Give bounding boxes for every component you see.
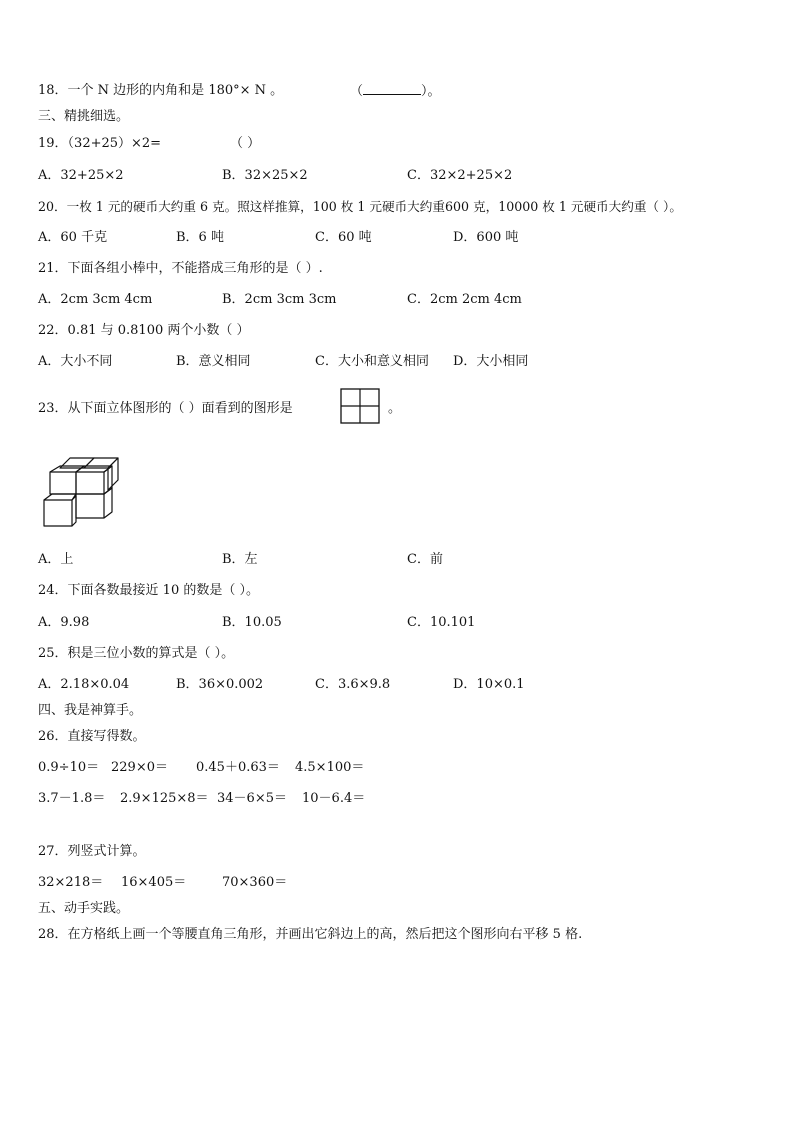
question-26-text: 26．直接写得数。	[38, 729, 146, 744]
option-22-a: A．大小不同	[38, 354, 113, 369]
question-28-text: 28．在方格纸上画一个等腰直角三角形，并画出它斜边上的高，然后把这个图形向右平移 5 格.	[38, 927, 583, 942]
option-20-a: A．60 千克	[38, 230, 108, 245]
question-22-text: 22．0.81 与 0.8100 两个小数（ ）	[38, 323, 250, 338]
option-25-b: B．36×0.002	[176, 677, 264, 692]
calc-26-1: 0.9÷10＝	[38, 760, 100, 775]
option-25-c: C．3.6×9.8	[315, 677, 391, 692]
option-21-c: C．2cm 2cm 4cm	[407, 292, 522, 307]
calc-27-2: 16×405＝	[121, 875, 187, 890]
question-19-paren: （ ）	[230, 136, 261, 151]
calc-27-1: 32×218＝	[38, 875, 104, 890]
question-27-text: 27．列竖式计算。	[38, 844, 146, 859]
option-19-c: C．32×2+25×2	[407, 168, 513, 183]
cube-stack-figure	[42, 452, 124, 528]
option-23-c: C．前	[407, 552, 443, 567]
option-24-a: A．9.98	[38, 615, 90, 630]
calc-26-6: 2.9×125×8＝	[120, 791, 209, 806]
question-18-text: 18．一个 N 边形的内角和是 180°× N 。	[38, 83, 284, 98]
section-5-heading: 五、动手实践。	[38, 901, 130, 916]
option-20-b: B．6 吨	[176, 230, 224, 245]
option-23-b: B．左	[222, 552, 258, 567]
question-19-text: 19．（32+25）×2=	[38, 136, 162, 151]
question-18-answer-blank: （ ）。	[350, 84, 441, 99]
option-23-a: A．上	[38, 552, 74, 567]
calc-27-3: 70×360＝	[222, 875, 288, 890]
calc-26-4: 4.5×100＝	[295, 760, 365, 775]
question-21-text: 21．下面各组小棒中，不能搭成三角形的是（ ）.	[38, 261, 323, 276]
option-25-d: D．10×0.1	[453, 677, 525, 692]
option-24-c: C．10.101	[407, 615, 476, 630]
calc-26-5: 3.7－1.8＝	[38, 791, 106, 806]
option-21-b: B．2cm 3cm 3cm	[222, 292, 337, 307]
calc-26-8: 10－6.4＝	[302, 791, 366, 806]
question-24-text: 24．下面各数最接近 10 的数是（ ）。	[38, 583, 259, 598]
option-20-c: C．60 吨	[315, 230, 372, 245]
answer-underline	[363, 82, 421, 95]
section-4-heading: 四、我是神算手。	[38, 703, 143, 718]
calc-26-2: 229×0＝	[111, 760, 168, 775]
option-25-a: A．2.18×0.04	[38, 677, 130, 692]
question-18	[38, 82, 283, 100]
question-23-text: 23．从下面立体图形的（ ）面看到的图形是	[38, 401, 293, 416]
option-22-d: D．大小相同	[453, 354, 529, 369]
question-23-end: 。	[388, 401, 402, 416]
question-20-text: 20．一枚 1 元的硬币大约重 6 克。照这样推算，100 枚 1 元硬币大约重600 克，10000 枚 1 元硬币大约重（ ）。	[38, 199, 682, 214]
option-20-d: D．600 吨	[453, 230, 519, 245]
option-19-a: A．32+25×2	[38, 168, 124, 183]
option-22-b: B．意义相同	[176, 354, 251, 369]
top-view-grid-figure	[340, 388, 382, 424]
option-24-b: B．10.05	[222, 615, 282, 630]
option-19-b: B．32×25×2	[222, 168, 308, 183]
calc-26-3: 0.45＋0.63＝	[196, 760, 280, 775]
question-25-text: 25．积是三位小数的算式是（ ）。	[38, 646, 235, 661]
option-22-c: C．大小和意义相同	[315, 354, 429, 369]
option-21-a: A．2cm 3cm 4cm	[38, 292, 153, 307]
section-3-heading: 三、精挑细选。	[38, 109, 130, 124]
calc-26-7: 34－6×5＝	[217, 791, 287, 806]
